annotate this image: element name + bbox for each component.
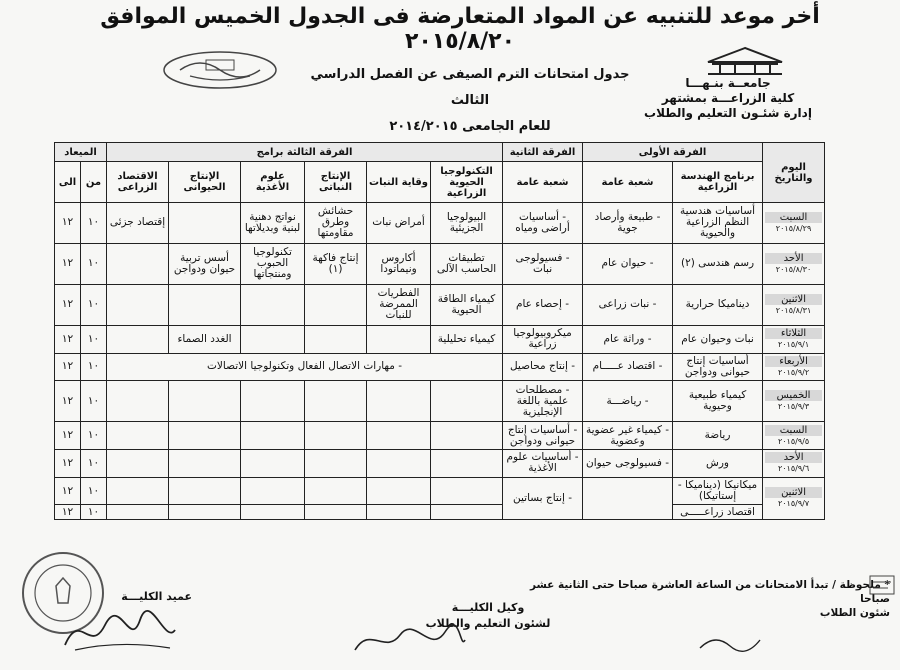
group2-header: الفرقة الثانية [503, 143, 583, 162]
subheader-biotech: التكنولوجيا الحيوية الزراعية [431, 162, 503, 203]
schedule-title: جدول امتحانات الترم الصيفى عن الفصل الدراسي الثالث [310, 67, 630, 108]
table-cell [241, 284, 305, 325]
table-cell: أكاروس ونيماتودا [367, 243, 431, 284]
subheader-plant-protection: وقاية النبات [367, 162, 431, 203]
table-cell [305, 477, 367, 505]
time-from: ١٠ [81, 203, 107, 244]
table-cell: ميكروبيولوجيا زراعية [503, 325, 583, 353]
day-cell: الاثنين ٢٠١٥/٩/٧ [763, 477, 825, 519]
day-cell: السبت ٢٠١٥/٨/٢٩ [763, 203, 825, 244]
exam-conflict-notice: أخر موعد للتنبيه عن المواد المتعارضة فى الجدول الخميس الموافق ٢٠١٥/٨/٢٠ [100, 4, 820, 54]
to-header: الى [55, 162, 81, 203]
table-cell [107, 422, 169, 450]
subheader-food-science: علوم الأغذية [241, 162, 305, 203]
table-cell [169, 450, 241, 478]
table-cell: - إحصاء عام [503, 284, 583, 325]
table-cell: - اقتصاد عـــــام [583, 353, 673, 381]
table-cell [107, 243, 169, 284]
time-from: ١٠ [81, 353, 107, 381]
time-to: ١٢ [55, 353, 81, 381]
table-cell [107, 325, 169, 353]
table-cell: كيمياء تحليلية [431, 325, 503, 353]
time-to: ١٢ [55, 243, 81, 284]
student-affairs-signature-icon [695, 628, 765, 658]
table-cell [241, 381, 305, 422]
table-cell [431, 422, 503, 450]
table-cell [305, 505, 367, 520]
table-cell [431, 450, 503, 478]
table-cell: - حيوان عام [583, 243, 673, 284]
table-row [55, 284, 825, 325]
time-from: ١٠ [81, 325, 107, 353]
time-to: ١٢ [55, 284, 81, 325]
table-cell [169, 505, 241, 520]
table-cell: - فسيولوجى نبات [503, 243, 583, 284]
table-cell: الغدد الصماء [169, 325, 241, 353]
vice-dean-subtitle: لشئون التعليم والطلاب [425, 617, 551, 630]
table-cell [169, 203, 241, 244]
table-cell: - أساسيات إنتاج حيوانى ودواجن [503, 422, 583, 450]
table-cell: نبات وحيوان عام [673, 325, 763, 353]
table-cell: رسم هندسى (٢) [673, 243, 763, 284]
table-cell: ميكانيكا (ديناميكا - إستاتيكا) [673, 477, 763, 505]
group1-header: الفرقة الأولى [583, 143, 763, 162]
table-header-row-1 [55, 143, 825, 162]
table-cell: - نبات زراعى [583, 284, 673, 325]
table-cell [583, 477, 673, 519]
table-cell: ورش [673, 450, 763, 478]
table-cell: تطبيقات الحاسب الآلى [431, 243, 503, 284]
table-cell: - طبيعة وأرصاد جوية [583, 203, 673, 244]
time-from: ١٠ [81, 243, 107, 284]
table-row [55, 203, 825, 244]
table-cell [305, 284, 367, 325]
table-cell: - إنتاج بساتين [503, 477, 583, 519]
table-cell: أمراض نبات [367, 203, 431, 244]
table-cell: الفطريات الممرضة للنبات [367, 284, 431, 325]
table-cell: - فسيولوجى حيوان [583, 450, 673, 478]
time-to: ١٢ [55, 477, 81, 505]
university-logo-icon [700, 46, 790, 76]
table-cell [241, 450, 305, 478]
time-from: ١٠ [81, 284, 107, 325]
table-cell [107, 284, 169, 325]
day-cell: الخميس ٢٠١٥/٩/٣ [763, 381, 825, 422]
faculty-name: كلية الزراعـــة بمشتهر [661, 91, 795, 105]
vice-dean-title: وكيل الكليـــة [451, 601, 525, 614]
table-cell [169, 381, 241, 422]
time-to: ١٢ [55, 325, 81, 353]
table-cell [169, 422, 241, 450]
schedule-title-block [300, 62, 640, 140]
table-cell-merged: - مهارات الاتصال الفعال وتكنولوجيا الاتصالات [107, 353, 503, 381]
table-cell [367, 422, 431, 450]
day-cell: الأحد ٢٠١٥/٨/٣٠ [763, 243, 825, 284]
table-cell: اقتصاد زراعـــــى [673, 505, 763, 520]
table-row [55, 422, 825, 450]
time-to: ١٢ [55, 505, 81, 520]
academic-year: للعام الجامعى ٢٠١٤/٢٠١٥ [389, 119, 551, 134]
table-cell [241, 505, 305, 520]
table-row [55, 381, 825, 422]
subheader-plant-production: الإنتاج النباتى [305, 162, 367, 203]
table-cell [169, 477, 241, 505]
time-header: الميعاد [55, 143, 107, 162]
table-cell: أساسيات هندسية النظم الزراعية والحيوية [673, 203, 763, 244]
group3-header: الفرقة الثالثة برامج [107, 143, 503, 162]
table-cell: - كيمياء غير عضوية وعضوية [583, 422, 673, 450]
table-cell [107, 381, 169, 422]
table-cell [107, 477, 169, 505]
table-cell [431, 477, 503, 505]
table-row [55, 505, 825, 520]
table-cell [431, 505, 503, 520]
table-cell [367, 477, 431, 505]
day-cell: الثلاثاء ٢٠١٥/٩/١ [763, 325, 825, 353]
table-cell [169, 284, 241, 325]
time-to: ١٢ [55, 422, 81, 450]
table-cell: رياضة [673, 422, 763, 450]
time-from: ١٠ [81, 422, 107, 450]
table-row [55, 477, 825, 505]
table-cell [305, 450, 367, 478]
table-cell [241, 477, 305, 505]
table-cell: - إنتاج محاصيل [503, 353, 583, 381]
table-cell [107, 450, 169, 478]
table-cell: ديناميكا حرارية [673, 284, 763, 325]
exam-schedule-table [54, 142, 825, 520]
time-to: ١٢ [55, 381, 81, 422]
time-from: ١٠ [81, 450, 107, 478]
subheader-animal-production: الإنتاج الحيوانى [169, 162, 241, 203]
subheader-general-2: شعبة عامة [503, 162, 583, 203]
table-cell [241, 325, 305, 353]
table-cell: - مصطلحات علمية باللغة الإنجليزية [503, 381, 583, 422]
day-cell: الاثنين ٢٠١٥/٨/٣١ [763, 284, 825, 325]
day-cell: السبت ٢٠١٥/٩/٥ [763, 422, 825, 450]
table-cell: البيولوجيا الجزيئية [431, 203, 503, 244]
dean-signature-icon [60, 600, 180, 660]
table-cell [367, 381, 431, 422]
university-name: جامعــة بنـهـــا [685, 76, 771, 90]
table-cell: كيمياء طبيعية وحيوية [673, 381, 763, 422]
time-to: ١٢ [55, 203, 81, 244]
table-cell [305, 422, 367, 450]
vice-dean-signature-icon [350, 620, 470, 660]
time-from: ١٠ [81, 381, 107, 422]
table-cell [431, 381, 503, 422]
subheader-general-1: شعبة عامة [583, 162, 673, 203]
table-cell: - رياضـــة [583, 381, 673, 422]
table-cell [367, 450, 431, 478]
table-cell: أسس تربية حيوان ودواجن [169, 243, 241, 284]
time-to: ١٢ [55, 450, 81, 478]
time-from: ١٠ [81, 477, 107, 505]
subheader-ag-engineering: برنامج الهندسة الزراعية [673, 162, 763, 203]
table-cell: تكنولوجيا الحبوب ومنتجاتها [241, 243, 305, 284]
table-cell [367, 505, 431, 520]
day-cell: الأحد ٢٠١٥/٩/٦ [763, 450, 825, 478]
day-cell: الأربعاء ٢٠١٥/٩/٢ [763, 353, 825, 381]
from-header: من [81, 162, 107, 203]
faculty-logo-icon [160, 48, 280, 92]
subheader-ag-economics: الاقتصاد الزراعى [107, 162, 169, 203]
table-header-row-2 [55, 162, 825, 203]
table-cell [305, 325, 367, 353]
table-cell: إقتصاد جزئى [107, 203, 169, 244]
exam-time-note: * ملحوظة / تبدأ الامتحانات من الساعة العاشرة صباحا حتى الثانية عشر صباحا [529, 579, 890, 605]
table-row [55, 325, 825, 353]
dean-title: عميد الكليـــة [121, 590, 192, 603]
table-cell: حشائش وطرق مقاومتها [305, 203, 367, 244]
department-name: إدارة شئـون التعليم والطلاب [644, 106, 812, 120]
table-cell: أساسيات إنتاج حيوانى ودواجن [673, 353, 763, 381]
table-cell: نواتج دهنية لبنية وبديلاتها [241, 203, 305, 244]
table-row [55, 243, 825, 284]
institution-block [608, 76, 848, 121]
table-cell: إنتاج فاكهة (١) [305, 243, 367, 284]
table-cell [305, 381, 367, 422]
table-row [55, 450, 825, 478]
table-cell: - وراثة عام [583, 325, 673, 353]
table-cell [367, 325, 431, 353]
table-row [55, 353, 825, 381]
time-from: ١٠ [81, 505, 107, 520]
table-cell [107, 505, 169, 520]
table-cell [241, 422, 305, 450]
col-day-header: اليوم والتاريخ [763, 143, 825, 203]
student-affairs-label: شئون الطلاب [819, 607, 890, 619]
table-cell: كيمياء الطاقة الحيوية [431, 284, 503, 325]
small-stamp-icon [868, 574, 896, 596]
table-cell: - أساسيات علوم الأغذية [503, 450, 583, 478]
table-cell: - أساسيات أراضى ومياه [503, 203, 583, 244]
